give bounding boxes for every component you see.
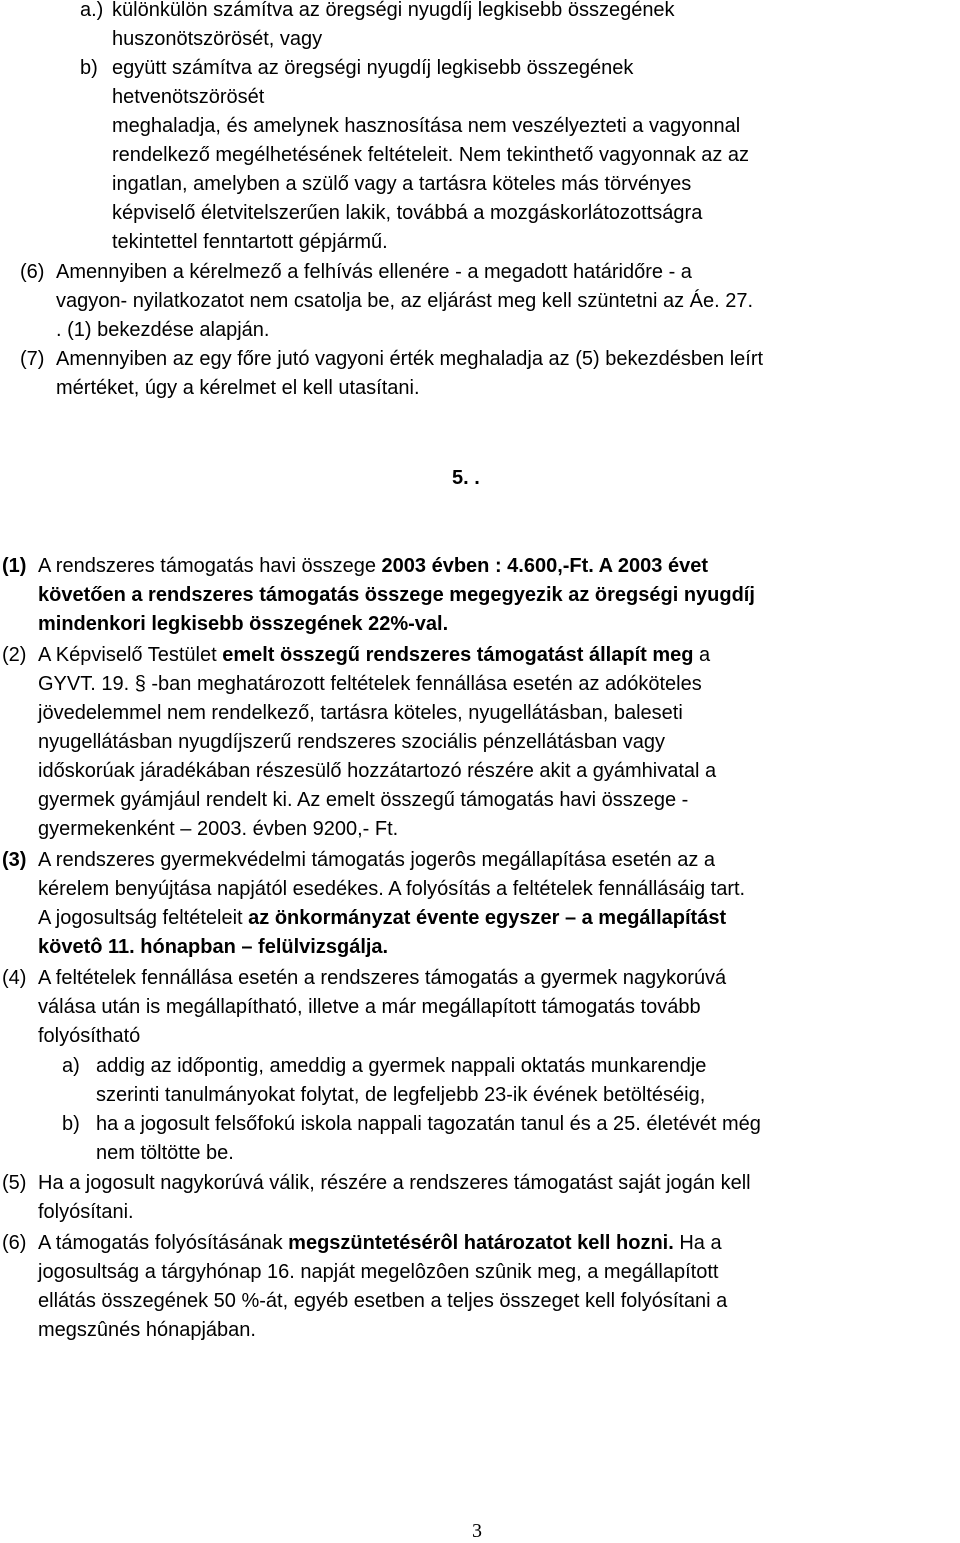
intro-item-a-line: különkülön számítva az öregségi nyugdíj legkisebb összegének [112, 0, 675, 21]
paragraph-line: jövedelemmel nem rendelkező, tartásra köteles, nyugellátásban, baleseti [38, 702, 683, 724]
paragraph-line: Amennyiben az egy főre jutó vagyoni érték meghaladja az (5) bekezdésben leírt [56, 348, 764, 370]
text-run: A jogosultság feltételeit [38, 907, 249, 929]
paragraph-line: mértéket, úgy a kérelmet el kell utasítani. [56, 377, 420, 399]
paragraph-line: vagyon- nyilatkozatot nem csatolja be, az eljárást meg kell szüntetni az Áe. 27. [56, 290, 754, 312]
paragraph-line: . (1) bekezdése alapján. [56, 319, 270, 341]
intro-line: tekintettel fenntartott gépjármű. [112, 231, 388, 253]
text-run-bold: A 2003 évet [593, 555, 709, 577]
paragraph-line: folyósítani. [38, 1201, 134, 1223]
paragraph-line: válása után is megállapítható, illetve a már megállapított támogatás tovább [38, 996, 701, 1018]
paragraph-line: folyósítható [38, 1025, 141, 1047]
sub-item-line: szerinti tanulmányokat folytat, de legfeljebb 23-ik évének betöltéséig, [96, 1084, 706, 1106]
intro-item-a-marker: a.) [80, 0, 104, 21]
paragraph-line: Amennyiben a kérelmező a felhívás ellenére - a megadott határidőre - a [56, 261, 692, 283]
paragraph-line: GYVT. 19. § -ban meghatározott feltételek fennállása esetén az adóköteles [38, 673, 702, 695]
paragraph-line: A feltételek fennállása esetén a rendszeres támogatás a gyermek nagykorúvá [38, 967, 727, 989]
intro-item-b-line: hetvenötszörösét [112, 86, 265, 108]
text-run: A Képviselő Testület [38, 644, 223, 666]
intro-line: képviselő életvitelszerűen lakik, továbbá a mozgáskorlátozottságra [112, 202, 703, 224]
paragraph-label: (6) [20, 261, 45, 283]
text-run: Ha a [673, 1232, 722, 1254]
paragraph-line: megszûnés hónapjában. [38, 1319, 256, 1341]
paragraph-label: (1) [2, 555, 27, 577]
paragraph-line [38, 906, 726, 930]
intro-item-a-line: huszonötszörösét, vagy [112, 28, 323, 50]
intro-line: rendelkező megélhetésének feltételeit. Nem tekinthető vagyonnak az az [112, 144, 750, 166]
text-run: a [693, 644, 711, 666]
paragraph-line [38, 554, 708, 578]
text-run: A támogatás folyósításának [38, 1232, 289, 1254]
text-run: A rendszeres támogatás havi összege [38, 555, 382, 577]
section-title: 5. . [452, 467, 480, 489]
paragraph-line: gyermek gyámjául rendelt ki. Az emelt összegű támogatás havi összege - [38, 789, 689, 811]
text-run-bold: megszüntetésérôl határozatot kell hozni. [288, 1232, 674, 1254]
text-run-bold: emelt összegű rendszeres támogatást állapít meg [222, 644, 694, 666]
paragraph-line: gyermekenként – 2003. évben 9200,- Ft. [38, 818, 399, 840]
sub-item-line: addig az időpontig, ameddig a gyermek nappali oktatás munkarendje [96, 1055, 707, 1077]
paragraph-label: (3) [2, 849, 27, 871]
sub-item-line: nem töltötte be. [96, 1142, 234, 1164]
intro-item-b-line: együtt számítva az öregségi nyugdíj legkisebb összegének [112, 57, 634, 79]
paragraph-line: időskorúak járadékában részesülő hozzátartozó részére akit a gyámhivatal a [38, 760, 717, 782]
sub-item-marker: a) [62, 1055, 80, 1077]
text-run-bold: 2003 évben : 4.600,-Ft. [381, 555, 594, 577]
intro-line: ingatlan, amelyben a szülő vagy a tartásra köteles más törvényes [112, 173, 692, 195]
paragraph-line: nyugellátásban nyugdíjszerű rendszeres szociális pénzellátásban vagy [38, 731, 666, 753]
text-run-bold: az önkormányzat évente egyszer – a megállapítást [248, 907, 727, 929]
page-number: 3 [472, 1520, 482, 1542]
paragraph-line: Ha a jogosult nagykorúvá válik, részére a rendszeres támogatást saját jogán kell [38, 1172, 751, 1194]
paragraph-label: (4) [2, 967, 27, 989]
paragraph-line: ellátás összegének 50 %-át, egyéb esetben a teljes összeget kell folyósítani a [38, 1290, 728, 1312]
sub-item-marker: b) [62, 1113, 80, 1135]
paragraph-label: (6) [2, 1232, 27, 1254]
paragraph-line: követően a rendszeres támogatás összege megegyezik az öregségi nyugdíj [38, 584, 755, 606]
paragraph-label: (2) [2, 644, 27, 666]
paragraph-label: (7) [20, 348, 45, 370]
paragraph-line: mindenkori legkisebb összegének 22%-val. [38, 613, 449, 635]
paragraph-line: kérelem benyújtása napjától esedékes. A folyósítás a feltételek fennállásáig tart. [38, 878, 746, 900]
intro-item-b-marker: b) [80, 57, 98, 79]
paragraph-line: A rendszeres gyermekvédelmi támogatás jogerôs megállapítása esetén az a [38, 849, 716, 871]
intro-line: meghaladja, és amelynek hasznosítása nem veszélyezteti a vagyonnal [112, 115, 741, 137]
paragraph-line: jogosultság a tárgyhónap 16. napját megelôzôen szûnik meg, a megállapított [38, 1261, 719, 1283]
paragraph-line [38, 1231, 722, 1255]
paragraph-label: (5) [2, 1172, 27, 1194]
paragraph-line: követô 11. hónapban – felülvizsgálja. [38, 936, 389, 958]
sub-item-line: ha a jogosult felsőfokú iskola nappali tagozatán tanul és a 25. életévét még [96, 1113, 761, 1135]
paragraph-line [38, 643, 710, 667]
